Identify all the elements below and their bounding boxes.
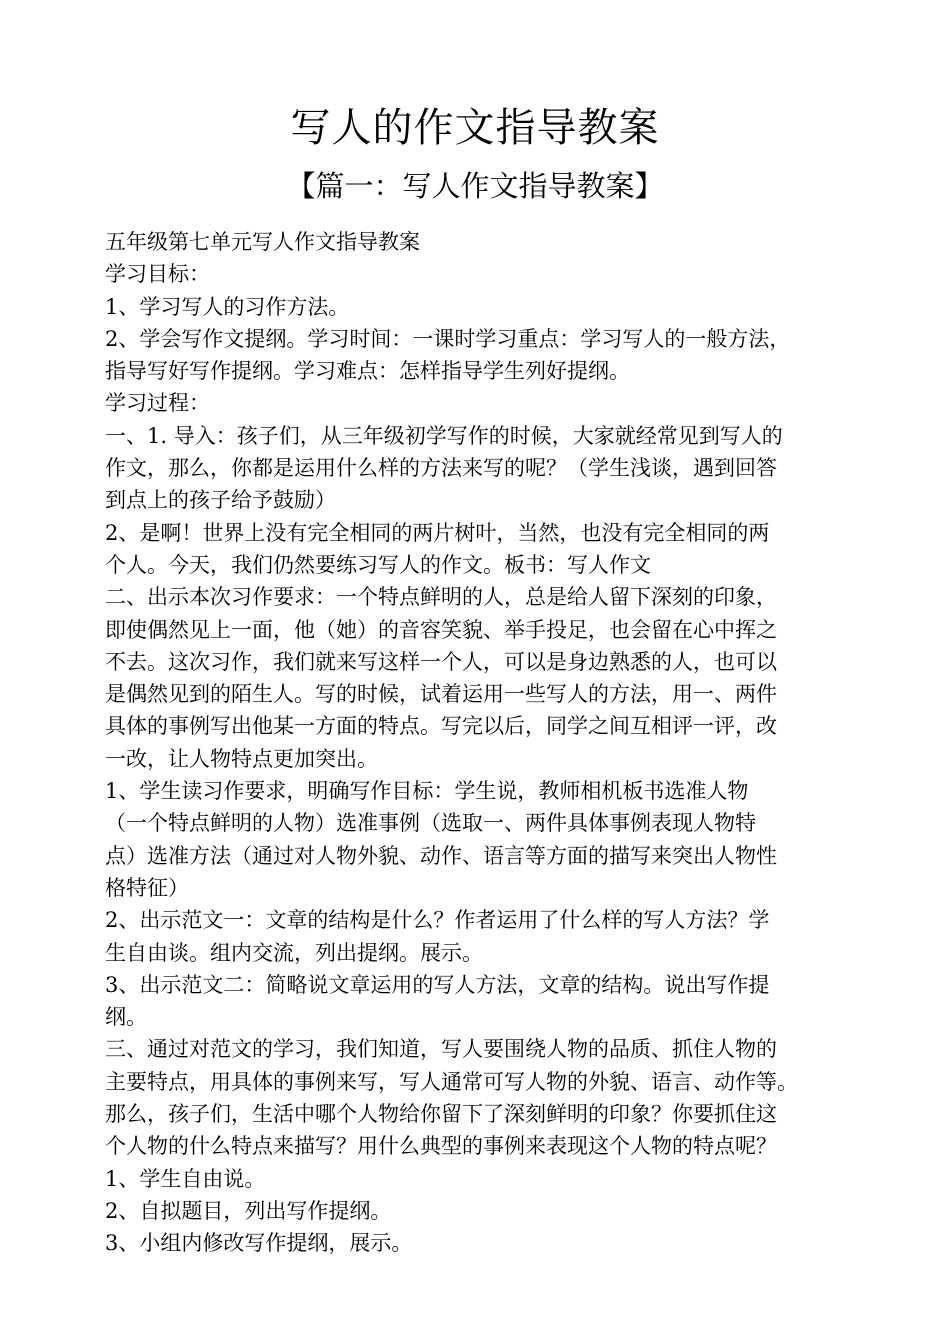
paragraph-line: 2、学会写作文提纲。学习时间：一课时学习重点：学习写人的一般方法， [105, 326, 791, 351]
paragraph-line: 格特征） [105, 875, 189, 900]
paragraph-line: 是偶然见到的陌生人。写的时候，试着运用一些写人的方法，用一、两件 [105, 682, 777, 707]
paragraph-line: （一个特点鲜明的人物）选准事例（选取一、两件具体事例表现人物特 [105, 811, 756, 836]
paragraph-line: 一改，让人物特点更加突出。 [105, 746, 378, 771]
paragraph-line: 指导写好写作提纲。学习难点：怎样指导学生列好提纲。 [105, 359, 630, 384]
paragraph-line: 不去。这次习作，我们就来写这样一个人，可以是身边熟悉的人，也可以 [105, 649, 777, 674]
paragraph-line: 学习目标： [105, 262, 210, 287]
paragraph-line: 1、学生读习作要求，明确写作目标：学生说，教师相机板书选准人物 [105, 779, 749, 804]
paragraph-line: 点）选准方法（通过对人物外貌、动作、语言等方面的描写来突出人物性 [105, 843, 777, 868]
paragraph-line: 二、出示本次习作要求：一个特点鲜明的人，总是给人留下深刻的印象， [105, 585, 777, 610]
document-body [105, 226, 875, 1260]
paragraph-line: 学习过程： [105, 391, 210, 416]
paragraph-line: 三、通过对范文的学习，我们知道，写人要围绕人物的品质、抓住人物的 [105, 1037, 777, 1062]
paragraph-line: 那么，孩子们，生活中哪个人物给你留下了深刻鲜明的印象？你要抓住这 [105, 1102, 777, 1127]
paragraph-line: 2、自拟题目，列出写作提纲。 [105, 1198, 392, 1223]
paragraph-line: 五年级第七单元写人作文指导教案 [105, 230, 420, 254]
paragraph-line: 生自由谈。组内交流，列出提纲。展示。 [105, 940, 483, 965]
paragraph-line: 作文，那么，你都是运用什么样的方法来写的呢？（学生浅谈，遇到回答 [105, 456, 777, 481]
paragraph-line: 个人。今天，我们仍然要练习写人的作文。板书：写人作文 [105, 552, 651, 577]
paragraph-line: 3、小组内修改写作提纲，展示。 [105, 1231, 413, 1256]
paragraph-line: 2、出示范文一：文章的结构是什么？作者运用了什么样的写人方法？学 [105, 908, 770, 933]
paragraph-line: 主要特点，用具体的事例来写，写人通常可写人物的外貌、语言、动作等。 [105, 1069, 798, 1094]
paragraph-line: 2、是啊！世界上没有完全相同的两片树叶，当然，也没有完全相同的两 [105, 520, 770, 545]
paragraph-line: 1、学生自由说。 [105, 1166, 266, 1191]
document-title: 写人的作文指导教案 [290, 105, 660, 151]
paragraph-line: 即使偶然见上一面，他（她）的音容笑貌、举手投足，也会留在心中挥之 [105, 617, 777, 642]
paragraph-line: 纲。 [105, 1005, 147, 1030]
paragraph-line: 到点上的孩子给予鼓励） [105, 488, 336, 513]
document-subtitle: 【篇一：写人作文指导教案】 [286, 169, 664, 203]
paragraph-line: 个人物的什么特点来描写？用什么典型的事例来表现这个人物的特点呢？ [105, 1134, 777, 1159]
paragraph-line: 具体的事例写出他某一方面的特点。写完以后，同学之间互相评一评，改 [105, 714, 777, 739]
paragraph-line: 1、学习写人的习作方法。 [105, 294, 350, 319]
paragraph-line: 3、出示范文二：简略说文章运用的写人方法，文章的结构。说出写作提 [105, 972, 770, 997]
paragraph-line: 一、1. 导入：孩子们，从三年级初学写作的时候，大家就经常见到写人的 [105, 423, 783, 448]
